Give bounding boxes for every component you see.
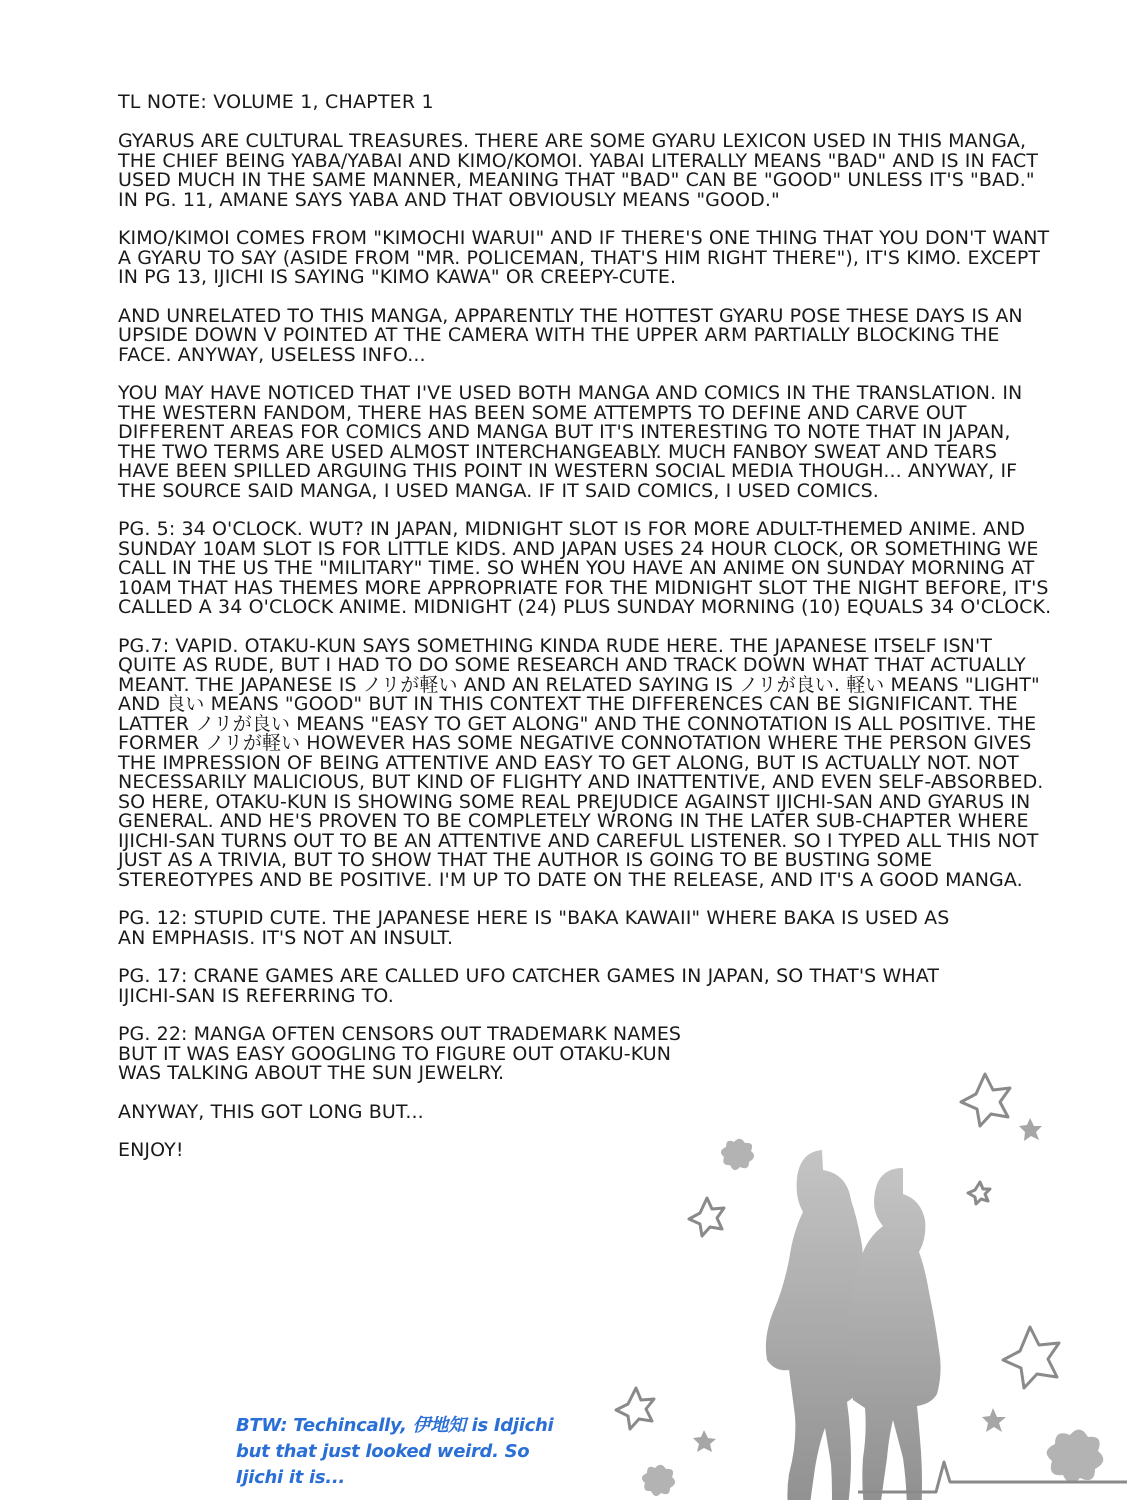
note-paragraph-manga-comics: YOU MAY HAVE NOTICED THAT I'VE USED BOTH MANGA AND COMICS IN THE TRANSLATION. IN THE WESTERN FANDOM, THERE HAS BEEN SOME ATTEMPTS TO DEFINE AND CARVE OUT DIFFERENT AREAS FOR COMICS AND MANGA BUT IT'S INTERESTING TO NOTE THAT IN JAPAN, THE TWO TERMS ARE USED ALMOST INTERCHANGEABLY. MUCH FANBOY SWEAT AND TEARS HAVE BEEN SPILLED ARGUING THIS POINT IN WESTERN SOCIAL MEDIA THOUGH... ANYWAY, IF THE SOURCE SAID MANGA, I USED MANGA. IF IT SAID COMICS, I USED COMICS.: [118, 382, 1023, 502]
tl-note: [118, 92, 1053, 1180]
note-paragraph-pg5: PG. 5: 34 O'CLOCK. WUT? IN JAPAN, MIDNIGHT SLOT IS FOR MORE ADULT-THEMED ANIME. AND SUNDAY 10AM SLOT IS FOR LITTLE KIDS. AND JAPAN USES 24 HOUR CLOCK, OR SOMETHING WE CALL IN THE US THE "MILITARY" TIME. SO WHEN YOU HAVE AN ANIME ON SUNDAY MORNING AT 10AM THAT HAS THEMES MORE APPROPRIATE FOR THE MIDNIGHT SLOT THE NIGHT BEFORE, IT'S CALLED A 34 O'CLOCK ANIME. MIDNIGHT (24) PLUS SUNDAY MORNING (10) EQUALS 34 O'CLOCK.: [118, 518, 1052, 618]
star-outline-icon: [968, 1182, 990, 1204]
note-paragraph-enjoy: ENJOY!: [118, 1139, 184, 1161]
star-filled-icon: [982, 1408, 1006, 1432]
note-heading: TL NOTE: VOLUME 1, CHAPTER 1: [118, 91, 434, 113]
flower-icon: [1047, 1429, 1104, 1483]
note-paragraph-gyaru-pose: AND UNRELATED TO THIS MANGA, APPARENTLY THE HOTTEST GYARU POSE THESE DAYS IS AN UPSIDE DOWN V POINTED AT THE CAMERA WITH THE UPPER ARM PARTIALLY BLOCKING THE FACE. ANYWAY, USELESS INFO...: [118, 304, 1023, 366]
girls-silhouette: [766, 1150, 941, 1500]
star-filled-icon: [693, 1430, 716, 1452]
note-paragraph-gyaru-lexicon: GYARUS ARE CULTURAL TREASURES. THERE ARE SOME GYARU LEXICON USED IN THIS MANGA, THE CHIEF BEING YABA/YABAI AND KIMO/KOMOI. YABAI LITERALLY MEANS "BAD" AND IS IN FACT USED MUCH IN THE SAME MANNER, MEANING THAT "BAD" CAN BE "GOOD" UNLESS IT'S "BAD." IN PG. 11, AMANE SAYS YABA AND THAT OBVIOUSLY MEANS "GOOD.": [118, 130, 1039, 211]
note-paragraph-pg12: PG. 12: STUPID CUTE. THE JAPANESE HERE IS "BAKA KAWAII" WHERE BAKA IS USED AS AN EMPHASIS. IT'S NOT AN INSULT.: [118, 907, 950, 949]
star-outline-icon: [1003, 1327, 1059, 1388]
star-outline-icon: [616, 1388, 654, 1429]
note-paragraph-kimo: KIMO/KIMOI COMES FROM "KIMOCHI WARUI" AND IF THERE'S ONE THING THAT YOU DON'T WANT A GYARU TO SAY (ASIDE FROM "MR. POLICEMAN, THAT'S HIM RIGHT THERE"), IT'S KIMO. EXCEPT IN PG 13, IJICHI IS SAYING "KIMO KAWA" OR CREEPY-CUTE.: [118, 227, 1050, 288]
note-paragraph-pg17: PG. 17: CRANE GAMES ARE CALLED UFO CATCHER GAMES IN JAPAN, SO THAT'S WHAT IJICHI-SAN IS REFERRING TO.: [118, 965, 940, 1007]
note-paragraph-anyway: ANYWAY, THIS GOT LONG BUT...: [118, 1100, 424, 1123]
flower-icon: [642, 1465, 675, 1496]
note-paragraph-pg22: PG. 22: MANGA OFTEN CENSORS OUT TRADEMARK NAMES BUT IT WAS EASY GOOGLING TO FIGURE OUT OTAKU-KUN WAS TALKING ABOUT THE SUN JEWELRY.: [118, 1023, 682, 1084]
star-outline-icon: [689, 1198, 724, 1236]
btw-note: BTW: Techincally, 伊地知 is Idjichi but that just looked weird. So Ijichi it is...: [236, 1415, 554, 1488]
note-paragraph-pg7: PG.7: VAPID. OTAKU-KUN SAYS SOMETHING KINDA RUDE HERE. THE JAPANESE ITSELF ISN'T QUITE AS RUDE, BUT I HAD TO DO SOME RESEARCH AND TRACK DOWN WHAT THAT ACTUALLY MEANT. THE JAPANESE IS ノリが軽い AND AN RELATED SAYING IS ノリが良い. 軽い MEANS "LIGHT" AND 良い MEANS "GOOD" BUT IN THIS CONTEXT THE DIFFERENCES CAN BE SIGNIFICANT. THE LATTER ノリが良い MEANS "EASY TO GET ALONG" AND THE CONNOTATION IS ALL POSITIVE. THE FORMER ノリが軽い HOWEVER HAS SOME NEGATIVE CONNOTATION WHERE THE PERSON GIVES THE IMPRESSION OF BEING ATTENTIVE AND EASY TO GET ALONG, BUT IS ACTUALLY NOT. NOT NECESSARILY MALICIOUS, BUT KIND OF FLIGHTY AND INATTENTIVE, AND EVEN SELF-ABSORBED. SO HERE, OTAKU-KUN IS SHOWING SOME REAL PREJUDICE AGAINST IJICHI-SAN AND GYARUS IN GENERAL. AND HE'S PROVEN TO BE COMPLETELY WRONG IN THE LATER SUB-CHAPTER WHERE IJICHI-SAN TURNS OUT TO BE AN ATTENTIVE AND CAREFUL LISTENER. SO I TYPED ALL THIS NOT JUST AS A TRIVIA, BUT TO SHOW THAT THE AUTHOR IS GOING TO BE BUSTING SOME STEREOTYPES AND BE POSITIVE. I'M UP TO DATE ON THE RELEASE, AND IT'S A GOOD MANGA.: [118, 634, 1044, 891]
